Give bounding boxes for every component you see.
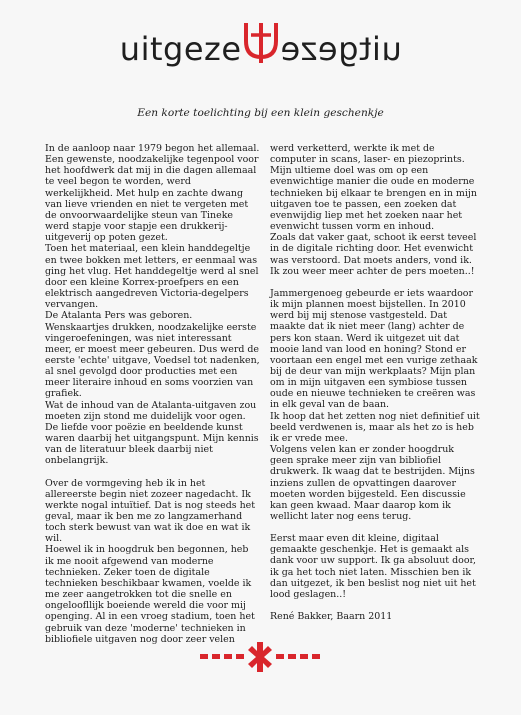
logo-text-left: uitgeze [119, 30, 242, 68]
paragraph: Over de vormgeving heb ik in het allereerste begin niet zozeer nagedacht. Ik werkte nogal intuïtief. Dat is nog steeds het geval, maar ik ben me zo langzamerhand toch sterk bewust van wat ik doe en wat ik wil. [45, 477, 256, 545]
left-column [45, 143, 260, 645]
footer-ornament-icon [200, 640, 320, 674]
right-column [270, 143, 480, 633]
subtitle: Een korte toelichting bij een klein geschenkje [137, 107, 384, 119]
paragraph: Wat de inhoud van de Atalanta-uitgaven zou moeten zijn stond me duidelijk voor ogen. De liefde voor poëzie en beeldende kunst waren daarbij het uitgangspunt. Mijn kennis van de literatuur bleek daarbij niet onbelangrijk. [45, 399, 259, 467]
paragraph: Toen het materiaal, een klein handdegeltje en twee bokken met letters, er eenmaal was ging het vlug. Het handdegeltje werd al snel door een kleine Korrex-proefpers en een elektrisch aangedreven Victoria-degelpers vervangen. [45, 243, 259, 311]
paragraph: In de aanloop naar 1979 begon het allemaal. Een gewenste, noodzakelijke tegenpool voor het hoofdwerk dat mij in die dagen allemaal te veel begon te worden, werd werkelijkheid. Met hulp en zachte dwang van lieve vrienden en niet te vergeten met de onvoorwaardelijke steun van Tineke werd stapje voor stapje een drukkerij-uitgeverij op poten gezet. [45, 143, 260, 244]
paragraph: werd verketterd, werkte ik met de computer in scans, laser- en piezoprints. Mijn ultieme doel was om op een evenwichtige manier die oude en moderne technieken bij elkaar te brengen en in mijn uitgaven toe te passen, een zoeken dat evenwijdig liep met het zoeken naar het evenwicht tussen vorm en inhoud. [270, 143, 477, 233]
paragraph: Hoewel ik in hoogdruk ben begonnen, heb ik me nooit afgewend van moderne technieken. Zeker toen de digitale technieken beschikbaar kwamen, voelde ik me zeer aangetrokken tot die snelle en ongeloofllijk boeiende wereld die voor mij openging. Al in een vroeg stadium, toen het gebruik van deze 'moderne' technieken in bibliofiele uitgaven nog door zeer velen [45, 544, 255, 645]
uitgezet-logo [0, 25, 521, 68]
paragraph: Jammergenoeg gebeurde er iets waardoor ik mijn plannen moest bijstellen. In 2010 werd bij mij stenose vastgesteld. Dat maakte dat ik niet meer (lang) achter de pers kon staan. Werd ik uitgezet uit dat mooie land van lood en honing? Stond er voortaan een engel met een vurige zethaak bij de deur van mijn werkplaats? Mijn plan om in mijn uitgaven een symbiose tussen oude en nieuwe technieken te creëren was in elk geval van de baan. [270, 287, 478, 411]
paragraph: Eerst maar even dit kleine, digitaal gemaakte geschenkje. Het is gemaakt als dank voor uw support. Ik ga absoluut door, ik ga het toch niet laten. Misschien ben ik dan uitgezet, ik ben beslist nog niet uit het lood geslagen..! [270, 533, 476, 600]
logo-t-mark-icon [243, 25, 279, 65]
logo-text-right-mirrored: uitgeze [279, 30, 402, 68]
paragraph: Zoals dat vaker gaat, schoot ik eerst teveel in de digitale richting door. Het evenwicht was verstoord. Dat moets anders, vond ik. Ik zou weer meer achter de pers moeten..! [270, 232, 477, 277]
paragraph: Ik hoop dat het zetten nog niet definitief uit beeld verdwenen is, maar als het zo is heb ik er vrede mee. [270, 410, 480, 444]
paragraph: Wenskaartjes drukken, noodzakelijke eerste vingeroefeningen, was niet interessant meer, er moest meer gebeuren. Dus werd de eerste 'echte' uitgave, Voedsel tot nadenken, al snel gevolgd door producties met een meer literaire inhoud en soms voorzien van grafiek. [45, 321, 260, 400]
paragraph: De Atalanta Pers was geboren. [45, 310, 193, 322]
paragraph: Volgens velen kan er zonder hoogdruk geen sprake meer zijn van bibliofiel drukwerk. Ik waag dat te bestrijden. Mijns inziens zullen de opvattingen daarover moeten worden bijgesteld. Een discussie kan geen kwaad. Maar daarop kom ik wellicht later nog eens terug. [270, 444, 475, 522]
signature: René Bakker, Baarn 2011 [270, 611, 393, 623]
